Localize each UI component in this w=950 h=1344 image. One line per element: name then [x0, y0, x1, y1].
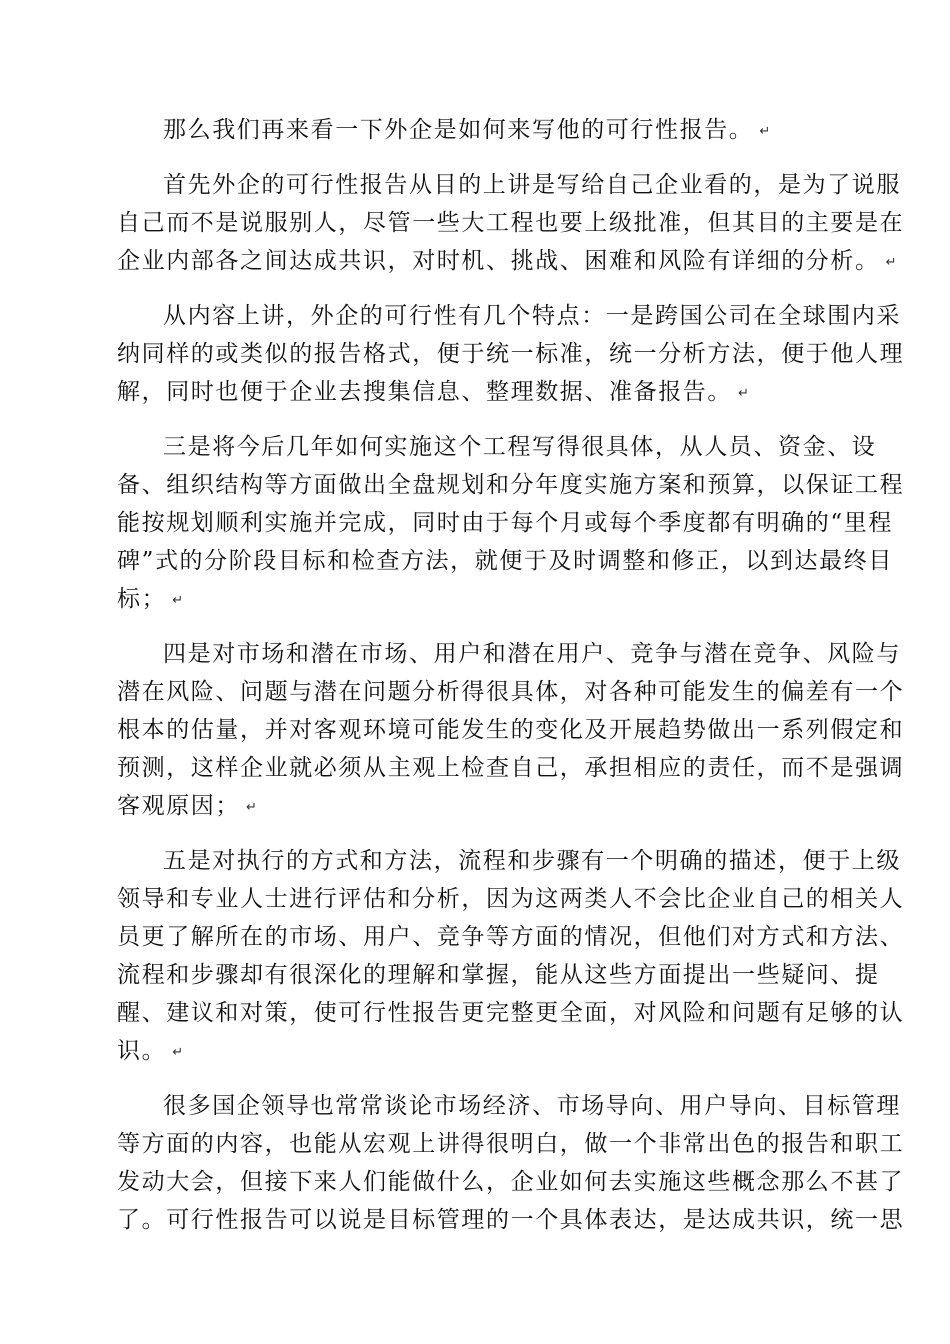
paragraph-7-line-1: 很多国企领导也常常谈论市场经济、市场导向、用户导向、目标管理 [163, 1093, 901, 1119]
paragraph-5-line-2: 潜在风险、问题与潜在问题分析得很具体，对各种可能发生的偏差有一个 [117, 679, 905, 705]
paragraph-5-line-3: 根本的估量，并对客观环境可能发生的变化及开展趋势做出一系列假定和 [117, 717, 905, 743]
paragraph-1-line-1: 那么我们再来看一下外企是如何来写他的可行性报告。 ↵ [163, 115, 770, 145]
paragraph-2-line-1: 首先外企的可行性报告从目的上讲是写给自己企业看的，是为了说服 [163, 172, 901, 198]
paragraph-4-line-1: 三是将今后几年如何实施这个工程写得很具体，从人员、资金、设 [163, 434, 877, 460]
paragraph-6-line-2: 领导和专业人士进行评估和分析，因为这两类人不会比企业自己的相关人 [117, 886, 905, 912]
paragraph-5-line-4: 预测，这样企业就必须从主观上检查自己，承担相应的责任，而不是强调 [117, 755, 905, 781]
paragraph-mark-icon: ↵ [172, 593, 184, 608]
paragraph-6-line-4: 流程和步骤却有很深化的理解和掌握，能从这些方面提出一些疑问、提 [117, 962, 880, 988]
paragraph-mark-icon: ↵ [885, 255, 897, 270]
paragraph-7-line-2: 等方面的内容，也能从宏观上讲得很明白，做一个非常出色的报告和职工 [117, 1131, 905, 1157]
paragraph-5-line-5: 客观原因； ↵ [117, 791, 257, 821]
paragraph-2-line-2: 自己而不是说服别人，尽管一些大工程也要上级批准，但其目的主要是在 [117, 210, 905, 236]
paragraph-7-line-3: 发动大会，但接下来人们能做什么，企业如何去实施这些概念那么不甚了 [117, 1169, 905, 1195]
paragraph-mark-icon: ↵ [246, 800, 257, 815]
paragraph-mark-icon: ↵ [172, 1045, 184, 1060]
paragraph-3-line-3: 解，同时也便于企业去搜集信息、整理数据、准备报告。 ↵ [117, 377, 749, 407]
paragraph-5-line-1: 四是对市场和潜在市场、用户和潜在用户、竞争与潜在竞争、风险与 [163, 641, 901, 667]
paragraph-6-line-3: 员更了解所在的市场、用户、竞争等方面的情况，但他们对方式和方法、 [117, 924, 905, 950]
paragraph-4-line-4: 碑”式的分阶段目标和检查方法，就便于及时调整和修正，以到达最终目 [117, 548, 893, 574]
paragraph-4-line-2: 备、组织结构等方面做出全盘规划和分年度实施方案和预算，以保证工程 [117, 472, 905, 498]
paragraph-4-line-3: 能按规划顺利实施并完成，同时由于每个月或每个季度都有明确的“里程 [117, 510, 893, 536]
paragraph-mark-icon: ↵ [759, 124, 771, 139]
paragraph-6-line-5: 醒、建议和对策，使可行性报告更完整更全面，对风险和问题有足够的认 [117, 1000, 905, 1026]
paragraph-7-line-4: 了。可行性报告可以说是目标管理的一个具体表达，是达成共识，统一思 [117, 1207, 905, 1233]
paragraph-3-line-1: 从内容上讲，外企的可行性有几个特点：一是跨国公司在全球围内采 [163, 303, 901, 329]
paragraph-4-line-5: 标； ↵ [117, 584, 183, 614]
paragraph-mark-icon: ↵ [738, 386, 749, 401]
paragraph-6-line-1: 五是对执行的方式和方法，流程和步骤有一个明确的描述，便于上级 [163, 848, 901, 874]
paragraph-3-line-2: 纳同样的或类似的报告格式，便于统一标准，统一分析方法，便于他人理 [117, 341, 905, 367]
paragraph-6-line-6: 识。 ↵ [117, 1036, 183, 1066]
paragraph-2-line-3: 企业内部各之间达成共识，对时机、挑战、困难和风险有详细的分析。 ↵ [117, 246, 897, 276]
